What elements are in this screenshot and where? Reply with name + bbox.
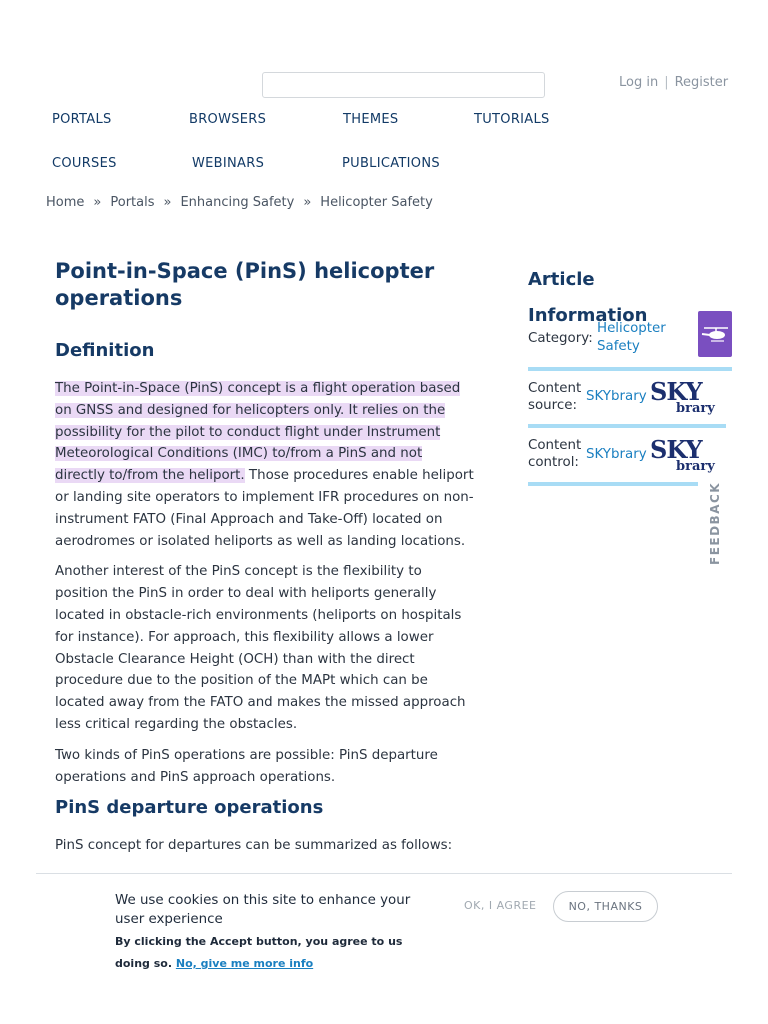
flexibility-paragraph: Another interest of the PinS concept is the flexibility to position the PinS in order to deal with heliports generally located in obstacle-rich environments (heliports on hospitals for instance). For approach, this flexibility allows a lower Obstacle Clearance Height (OCH) than with the direct procedure due to the position of the MAPt which can be located away from the FATO and makes the missed approach less critical regarding the obstacles. [55,564,466,732]
cookie-accept-notice: By clicking the Accept button, you agree to us doing so. [115,935,403,970]
skybrary-logo [650,377,715,416]
nav-browsers[interactable]: BROWSERS [189,112,267,127]
paragraph-text: Those procedures enable heliport or landing site operators to implement IFR procedures on non-instrument FATO (Final Approach and Take-Off) located on aerodromes or isolated heliports as well as landing locations. [55,468,474,549]
breadcrumb-separator: » [163,195,172,210]
page-title: Point-in-Space (PinS) helicopter operations [55,259,435,310]
nav-publications[interactable]: PUBLICATIONS [342,156,440,171]
departure-paragraph: PinS concept for departures can be summarized as follows: [55,838,453,854]
breadcrumb [46,195,433,210]
divider [528,424,726,428]
content-source-label: Content source: [528,381,582,413]
auth-links [619,75,728,90]
helicopter-icon [698,311,732,357]
more-info-link[interactable]: No, give me more info [175,957,314,970]
no-thanks-button[interactable]: NO, THANKS [553,891,658,922]
cookie-message: We use cookies on this site to enhance your user experience [115,893,411,927]
kinds-paragraph: Two kinds of PinS operations are possible: PinS departure operations and PinS approach operations. [55,747,438,785]
login-link[interactable]: Log in [619,75,659,90]
register-link[interactable]: Register [674,75,729,90]
article-information-title: Article Information [528,269,648,326]
highlighted-text: The Point-in-Space (PinS) concept is a flight operation based on GNSS and designed for helicopters only. It relies on the possibility for the pilot to conduct flight under Instrument Meteorological Conditions (IMC) to/from a PinS and not directly to/from the heliport. [55,381,461,484]
category-link[interactable]: Helicopter Safety [597,321,666,354]
content-control-link[interactable]: SKYbrary [586,447,647,462]
skybrary-logo [650,435,715,474]
article [55,258,475,857]
nav-themes[interactable]: THEMES [343,112,399,127]
auth-separator: | [664,75,669,90]
breadcrumb-helicopter-safety[interactable]: Helicopter Safety [320,195,433,210]
cookie-notice [115,931,435,975]
definition-heading: Definition [55,340,155,361]
breadcrumb-enhancing-safety[interactable]: Enhancing Safety [180,195,295,210]
category-label: Category: [528,331,593,346]
content-source-link[interactable]: SKYbrary [586,389,647,404]
breadcrumb-separator: » [93,195,102,210]
departure-heading: PinS departure operations [55,797,324,819]
logo-subtext: brary [676,459,715,474]
logo-subtext: brary [676,401,715,416]
feedback-tab[interactable]: FEEDBACK [708,481,722,565]
nav-courses[interactable]: COURSES [52,156,117,171]
nav-webinars[interactable]: WEBINARS [192,156,265,171]
nav-portals[interactable]: PORTALS [52,112,112,127]
divider [528,482,698,486]
content-control-label: Content control: [528,438,582,470]
logo-text: SKY [650,435,702,464]
breadcrumb-home[interactable]: Home [46,195,85,210]
definition-paragraph [55,378,475,552]
breadcrumb-portals[interactable]: Portals [110,195,155,210]
divider [528,367,732,371]
search-input[interactable] [262,72,545,98]
agree-button[interactable]: OK, I AGREE [464,899,537,912]
nav-tutorials[interactable]: TUTORIALS [474,112,550,127]
breadcrumb-separator: » [303,195,312,210]
logo-text: SKY [650,377,702,406]
